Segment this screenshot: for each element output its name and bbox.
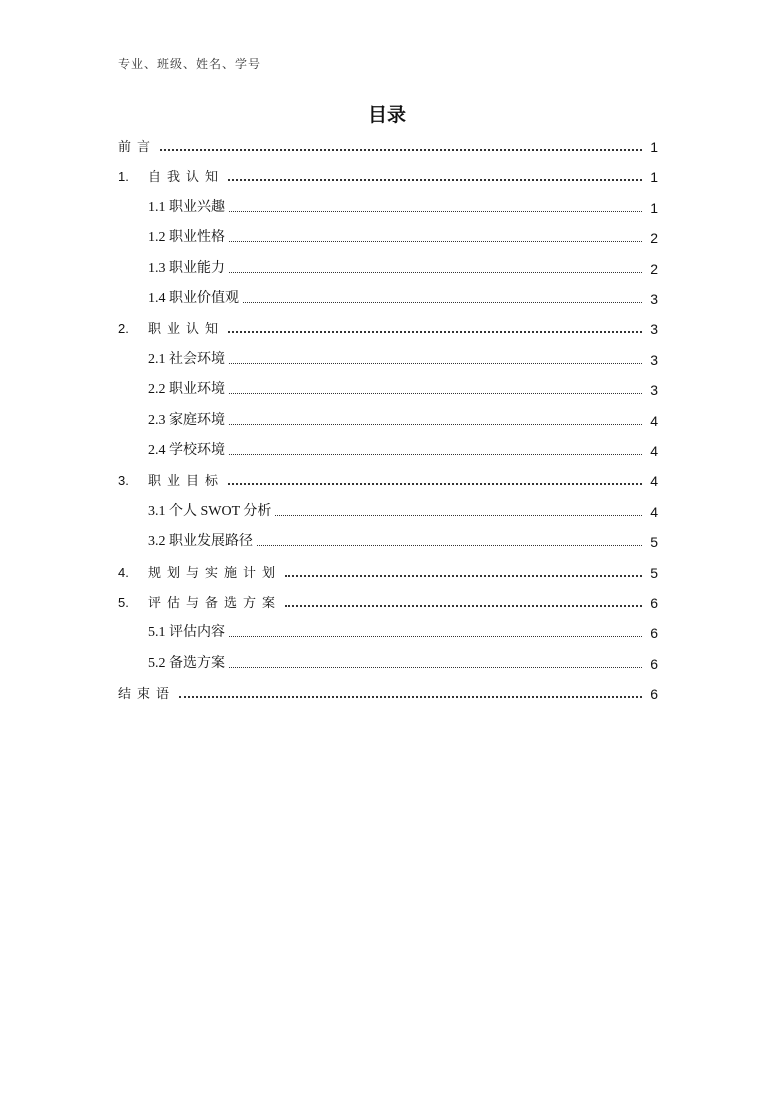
toc-entry-text: 规划与实施计划 <box>148 566 282 581</box>
toc-entry-label <box>148 621 229 641</box>
toc-entry[interactable] <box>148 619 658 641</box>
toc-entry[interactable] <box>118 467 658 489</box>
toc-entry-text: 2.3 家庭环境 <box>148 413 225 428</box>
toc-dot-leader <box>257 545 642 546</box>
toc-entry-text: 1.3 职业能力 <box>148 261 225 276</box>
toc-entry-text: 2.2 职业环境 <box>148 382 225 397</box>
toc-entry-label <box>148 196 229 216</box>
toc-entry-number: 3. <box>118 473 129 488</box>
toc-dot-leader <box>243 302 642 303</box>
toc-dot-leader <box>229 363 642 364</box>
toc-dot-leader <box>275 515 642 516</box>
toc-page-number: 1 <box>650 200 658 216</box>
toc-dot-leader <box>179 696 642 698</box>
toc-entry-label <box>118 318 228 337</box>
toc-dot-leader <box>228 331 642 333</box>
toc-entry-label <box>118 683 179 702</box>
toc-page-number: 3 <box>650 382 658 398</box>
toc-entry[interactable] <box>118 163 658 185</box>
toc-entry-text: 自我认知 <box>148 170 225 185</box>
toc-page-number: 6 <box>650 595 658 611</box>
toc-page-number: 6 <box>650 625 658 641</box>
toc-entry[interactable] <box>148 285 658 307</box>
toc-entry-text: 5.1 评估内容 <box>148 625 225 640</box>
toc-entry-text: 职业目标 <box>148 474 225 489</box>
toc-entry-text: 3.2 职业发展路径 <box>148 534 253 549</box>
toc-entry-label <box>148 257 229 277</box>
toc-entry-label <box>148 439 229 459</box>
toc-entry-label <box>148 500 275 520</box>
toc-entry[interactable] <box>148 224 658 246</box>
toc-entry-label <box>118 592 285 611</box>
toc-entry[interactable] <box>118 315 658 337</box>
toc-page-number: 3 <box>650 321 658 337</box>
toc-entry-label <box>148 652 229 672</box>
toc-entry-text: 评估与备选方案 <box>148 596 282 611</box>
toc-page-number: 4 <box>650 413 658 429</box>
toc-entry-text: 3.1 个人 SWOT 分析 <box>148 504 272 519</box>
toc-page-number: 6 <box>650 686 658 702</box>
toc-dot-leader <box>228 179 642 181</box>
toc-page-number: 5 <box>650 534 658 550</box>
toc-entry-text: 5.2 备选方案 <box>148 656 225 671</box>
toc-entry[interactable] <box>118 559 658 581</box>
toc-title: 目录 <box>367 104 406 126</box>
toc-dot-leader <box>229 636 642 637</box>
toc-dot-leader <box>229 454 642 455</box>
toc-page-number: 4 <box>650 504 658 520</box>
toc-entry[interactable] <box>118 680 658 702</box>
toc-entry-label <box>148 226 229 246</box>
toc-page-number: 4 <box>650 443 658 459</box>
toc-entry-number: 4. <box>118 565 129 580</box>
toc-dot-leader <box>285 575 642 577</box>
toc-entry[interactable] <box>118 589 658 611</box>
toc-entry-text: 结束语 <box>118 687 176 702</box>
toc-entry-label <box>148 409 229 429</box>
toc-dot-leader <box>229 667 642 668</box>
toc-entry-text: 1.2 职业性格 <box>148 230 225 245</box>
toc-dot-leader <box>229 424 642 425</box>
toc-dot-leader <box>285 605 642 607</box>
page-header: 专业、班级、姓名、学号 <box>118 57 262 71</box>
toc-entry[interactable] <box>148 498 658 520</box>
toc-dot-leader <box>229 211 642 212</box>
toc-page-number: 1 <box>650 139 658 155</box>
toc-entry[interactable] <box>148 255 658 277</box>
toc-entry-label <box>118 470 228 489</box>
toc-entry[interactable] <box>148 407 658 429</box>
toc-page-number: 2 <box>650 230 658 246</box>
toc-dot-leader <box>229 241 642 242</box>
toc-entry-text: 2.1 社会环境 <box>148 352 225 367</box>
toc-page-number: 5 <box>650 565 658 581</box>
toc-entry[interactable] <box>148 194 658 216</box>
toc-entry[interactable] <box>148 346 658 368</box>
toc-page-number: 3 <box>650 291 658 307</box>
toc-dot-leader <box>229 272 642 273</box>
toc-entry-text: 1.4 职业价值观 <box>148 291 239 306</box>
toc-entry-label <box>148 378 229 398</box>
toc-page-number: 3 <box>650 352 658 368</box>
toc-entry-label <box>118 166 228 185</box>
toc-entry-number: 5. <box>118 595 129 610</box>
toc-dot-leader <box>229 393 642 394</box>
toc-entry-number: 2. <box>118 321 129 336</box>
toc-entry-label <box>148 530 257 550</box>
toc-page-number: 2 <box>650 261 658 277</box>
toc-dot-leader <box>228 483 642 485</box>
toc-entry[interactable] <box>148 650 658 672</box>
toc-entry-label <box>118 562 285 581</box>
toc-page-number: 6 <box>650 656 658 672</box>
toc-page-number: 4 <box>650 473 658 489</box>
toc-entry[interactable] <box>148 528 658 550</box>
toc-entry-label <box>118 136 160 155</box>
toc-page-number: 1 <box>650 169 658 185</box>
toc-entry-label <box>148 287 243 307</box>
toc-entry-label <box>148 348 229 368</box>
toc-entry-text: 1.1 职业兴趣 <box>148 200 225 215</box>
toc-entry[interactable] <box>148 376 658 398</box>
toc-entry[interactable] <box>118 133 658 155</box>
toc-entry-text: 2.4 学校环境 <box>148 443 225 458</box>
toc-dot-leader <box>160 149 642 151</box>
toc-entry[interactable] <box>148 437 658 459</box>
toc-entry-text: 职业认知 <box>148 322 225 337</box>
toc-entry-number: 1. <box>118 169 129 184</box>
toc-entry-text: 前言 <box>118 140 157 155</box>
